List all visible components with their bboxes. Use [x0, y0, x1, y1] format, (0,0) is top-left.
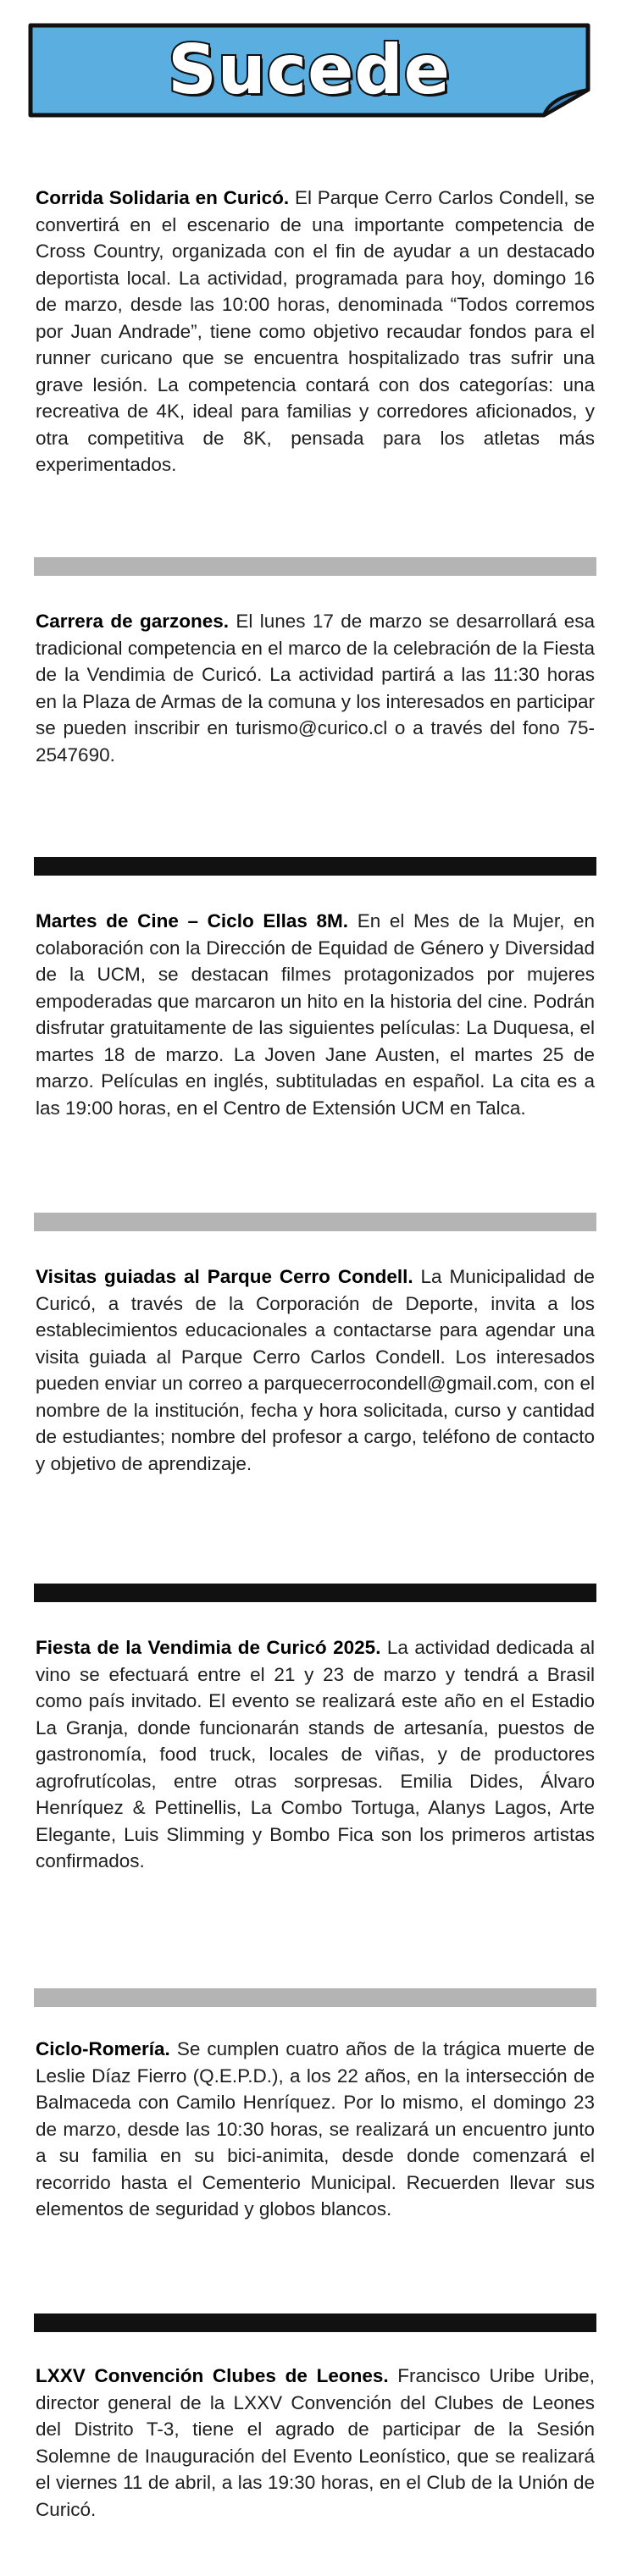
news-item-martes-de-cine: [36, 908, 595, 1121]
separator-bar: [34, 1584, 596, 1602]
news-item-title: LXXV Convención Clubes de Leones.: [36, 2365, 398, 2386]
news-item-ciclo-romeria: [36, 2036, 595, 2223]
news-item-body: Se cumplen cuatro años de la trágica muerte de Leslie Díaz Fierro (Q.E.P.D.), a los 22 años, en la intersección de Balmaceda con Camilo Henríquez. Por lo mismo, el domingo 23 de marzo, desde las 10:30 horas, se realizará un encuentro junto a su familia en su bici-animita, desde donde comenzará el recorrido hasta el Cementerio Municipal. Recuerden llevar sus elementos de seguridad y globos blancos.: [36, 2038, 595, 2219]
section-header: [25, 19, 593, 120]
separator-bar: [34, 557, 596, 576]
news-item-title: Fiesta de la Vendimia de Curicó 2025.: [36, 1637, 387, 1658]
news-item-body: La Municipalidad de Curicó, a través de la Corporación de Deporte, invita a los establecimientos educacionales a contactarse para agendar una visita guiada al Parque Cerro Carlos Condell. Los interesados pueden enviar un correo a parquecerrocondell@gmail.com, con el nombre de la institución, fecha y hora solicitada, curso y cantidad de estudiantes; nombre del profesor a cargo, teléfono de contacto y objetivo de aprendizaje.: [36, 1266, 595, 1474]
news-item-title: Corrida Solidaria en Curicó.: [36, 187, 295, 208]
news-item-body: En el Mes de la Mujer, en colaboración con la Dirección de Equidad de Género y Diversidad de la UCM, se destacan filmes protagonizados por mujeres empoderadas que marcaron un hito en la historia del cine. Podrán disfrutar gratuitamente de las siguientes películas: La Duquesa, el martes 18 de marzo. La Joven Jane Austen, el martes 25 de marzo. Películas en inglés, subtituladas en español. La cita es a las 19:00 horas, en el Centro de Extensión UCM en Talca.: [36, 910, 596, 1119]
news-item-carrera-garzones: [36, 608, 595, 768]
separator-bar: [34, 1988, 596, 2007]
news-item-title: Ciclo-Romería.: [36, 2038, 177, 2059]
separator-bar: [34, 1213, 596, 1231]
news-item-title: Visitas guiadas al Parque Cerro Condell.: [36, 1266, 421, 1287]
news-item-body: El lunes 17 de marzo se desarrollará esa tradicional competencia en el marco de la celebración de la Fiesta de la Vendimia de Curicó. La actividad partirá a las 11:30 horas en la Plaza de Armas de la comuna y los interesados en participar se pueden inscribir en turismo@curico.cl o a través del fono 75-2547690.: [36, 611, 595, 766]
news-item-body: La actividad dedicada al vino se efectuará entre el 21 y 23 de marzo y tendrá a Brasil como país invitado. El evento se realizará este año en el Estadio La Granja, donde funcionarán stands de artesanía, puestos de gastronomía, food truck, locales de viñas, y de productores agrofrutícolas, entre otras sorpresas. Emilia Dides, Álvaro Henríquez & Pettinellis, La Combo Tortuga, Alanys Lagos, Arte Elegante, Luis Slimming y Bombo Fica son los primeros artistas confirmados.: [36, 1637, 595, 1871]
news-item-corrida-solidaria: [36, 185, 595, 478]
news-item-body: El Parque Cerro Carlos Condell, se convertirá en el escenario de una importante competencia de Cross Country, organizada con el fin de ayudar a un destacado deportista local. La actividad, programada para hoy, domingo 16 de marzo, desde las 10:00 horas, denominada “Todos corremos por Juan Andrade”, tiene como objetivo recaudar fondos para el runner curicano que se encuentra hospitalizado tras sufrir una grave lesión. La competencia contará con dos categorías: una recreativa de 4K, ideal para familias y corredores aficionados, y otra competitiva de 8K, pensada para los atletas más experimentados.: [36, 187, 595, 475]
news-item-title: Carrera de garzones.: [36, 611, 236, 632]
news-item-visitas-guiadas: [36, 1263, 595, 1477]
news-item-convencion-leones: [36, 2363, 595, 2523]
separator-bar: [34, 2313, 596, 2332]
separator-bar: [34, 857, 596, 876]
section-title: Sucede: [168, 30, 451, 109]
news-item-fiesta-vendimia: [36, 1634, 595, 1875]
news-item-body: Francisco Uribe Uribe, director general de la LXXV Convención del Clubes de Leones del Distrito T-3, tiene el agrado de participar de la Sesión Solemne de Inauguración del Evento Leonístico, que se realizará el viernes 11 de abril, a las 19:30 horas, en el Club de la Unión de Curicó.: [36, 2365, 595, 2520]
news-item-title: Martes de Cine – Ciclo Ellas 8M.: [36, 910, 358, 931]
